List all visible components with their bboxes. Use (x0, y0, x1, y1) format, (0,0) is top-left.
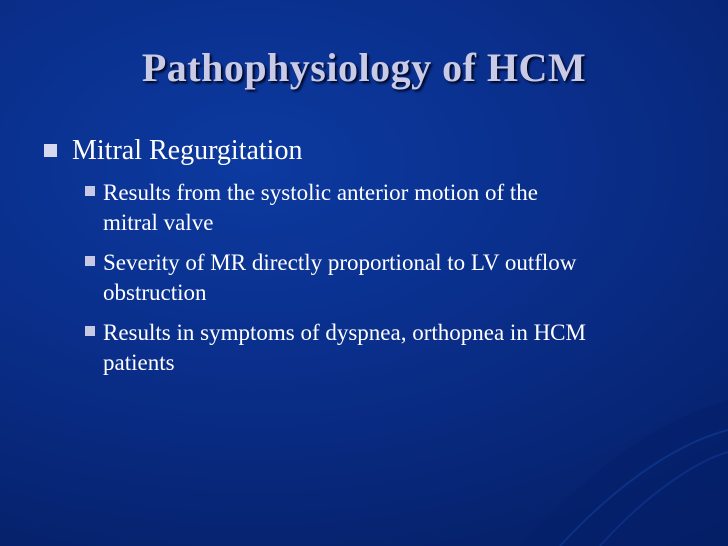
bullet-square-icon (44, 144, 57, 157)
sub-bullet-3-line-2: patients (103, 350, 175, 375)
sub-bullet-1-line-1: Results from the systolic anterior motion of the (103, 180, 539, 205)
sub-bullet-1-line-2: mitral valve (103, 210, 214, 235)
bullet-mitral-regurgitation: Mitral Regurgitation (72, 135, 303, 166)
sub-bullet-2-line-1: Severity of MR directly proportional to LV outflow (103, 250, 577, 275)
bullet-square-icon (85, 326, 95, 336)
bullet-square-icon (85, 256, 95, 266)
sub-bullet-2-line-2: obstruction (103, 280, 207, 305)
bullet-square-icon (85, 186, 95, 196)
slide-title: Pathophysiology of HCM (141, 45, 587, 90)
sub-bullet-3-line-1: Results in symptoms of dyspnea, orthopnea in HCM (103, 320, 586, 345)
